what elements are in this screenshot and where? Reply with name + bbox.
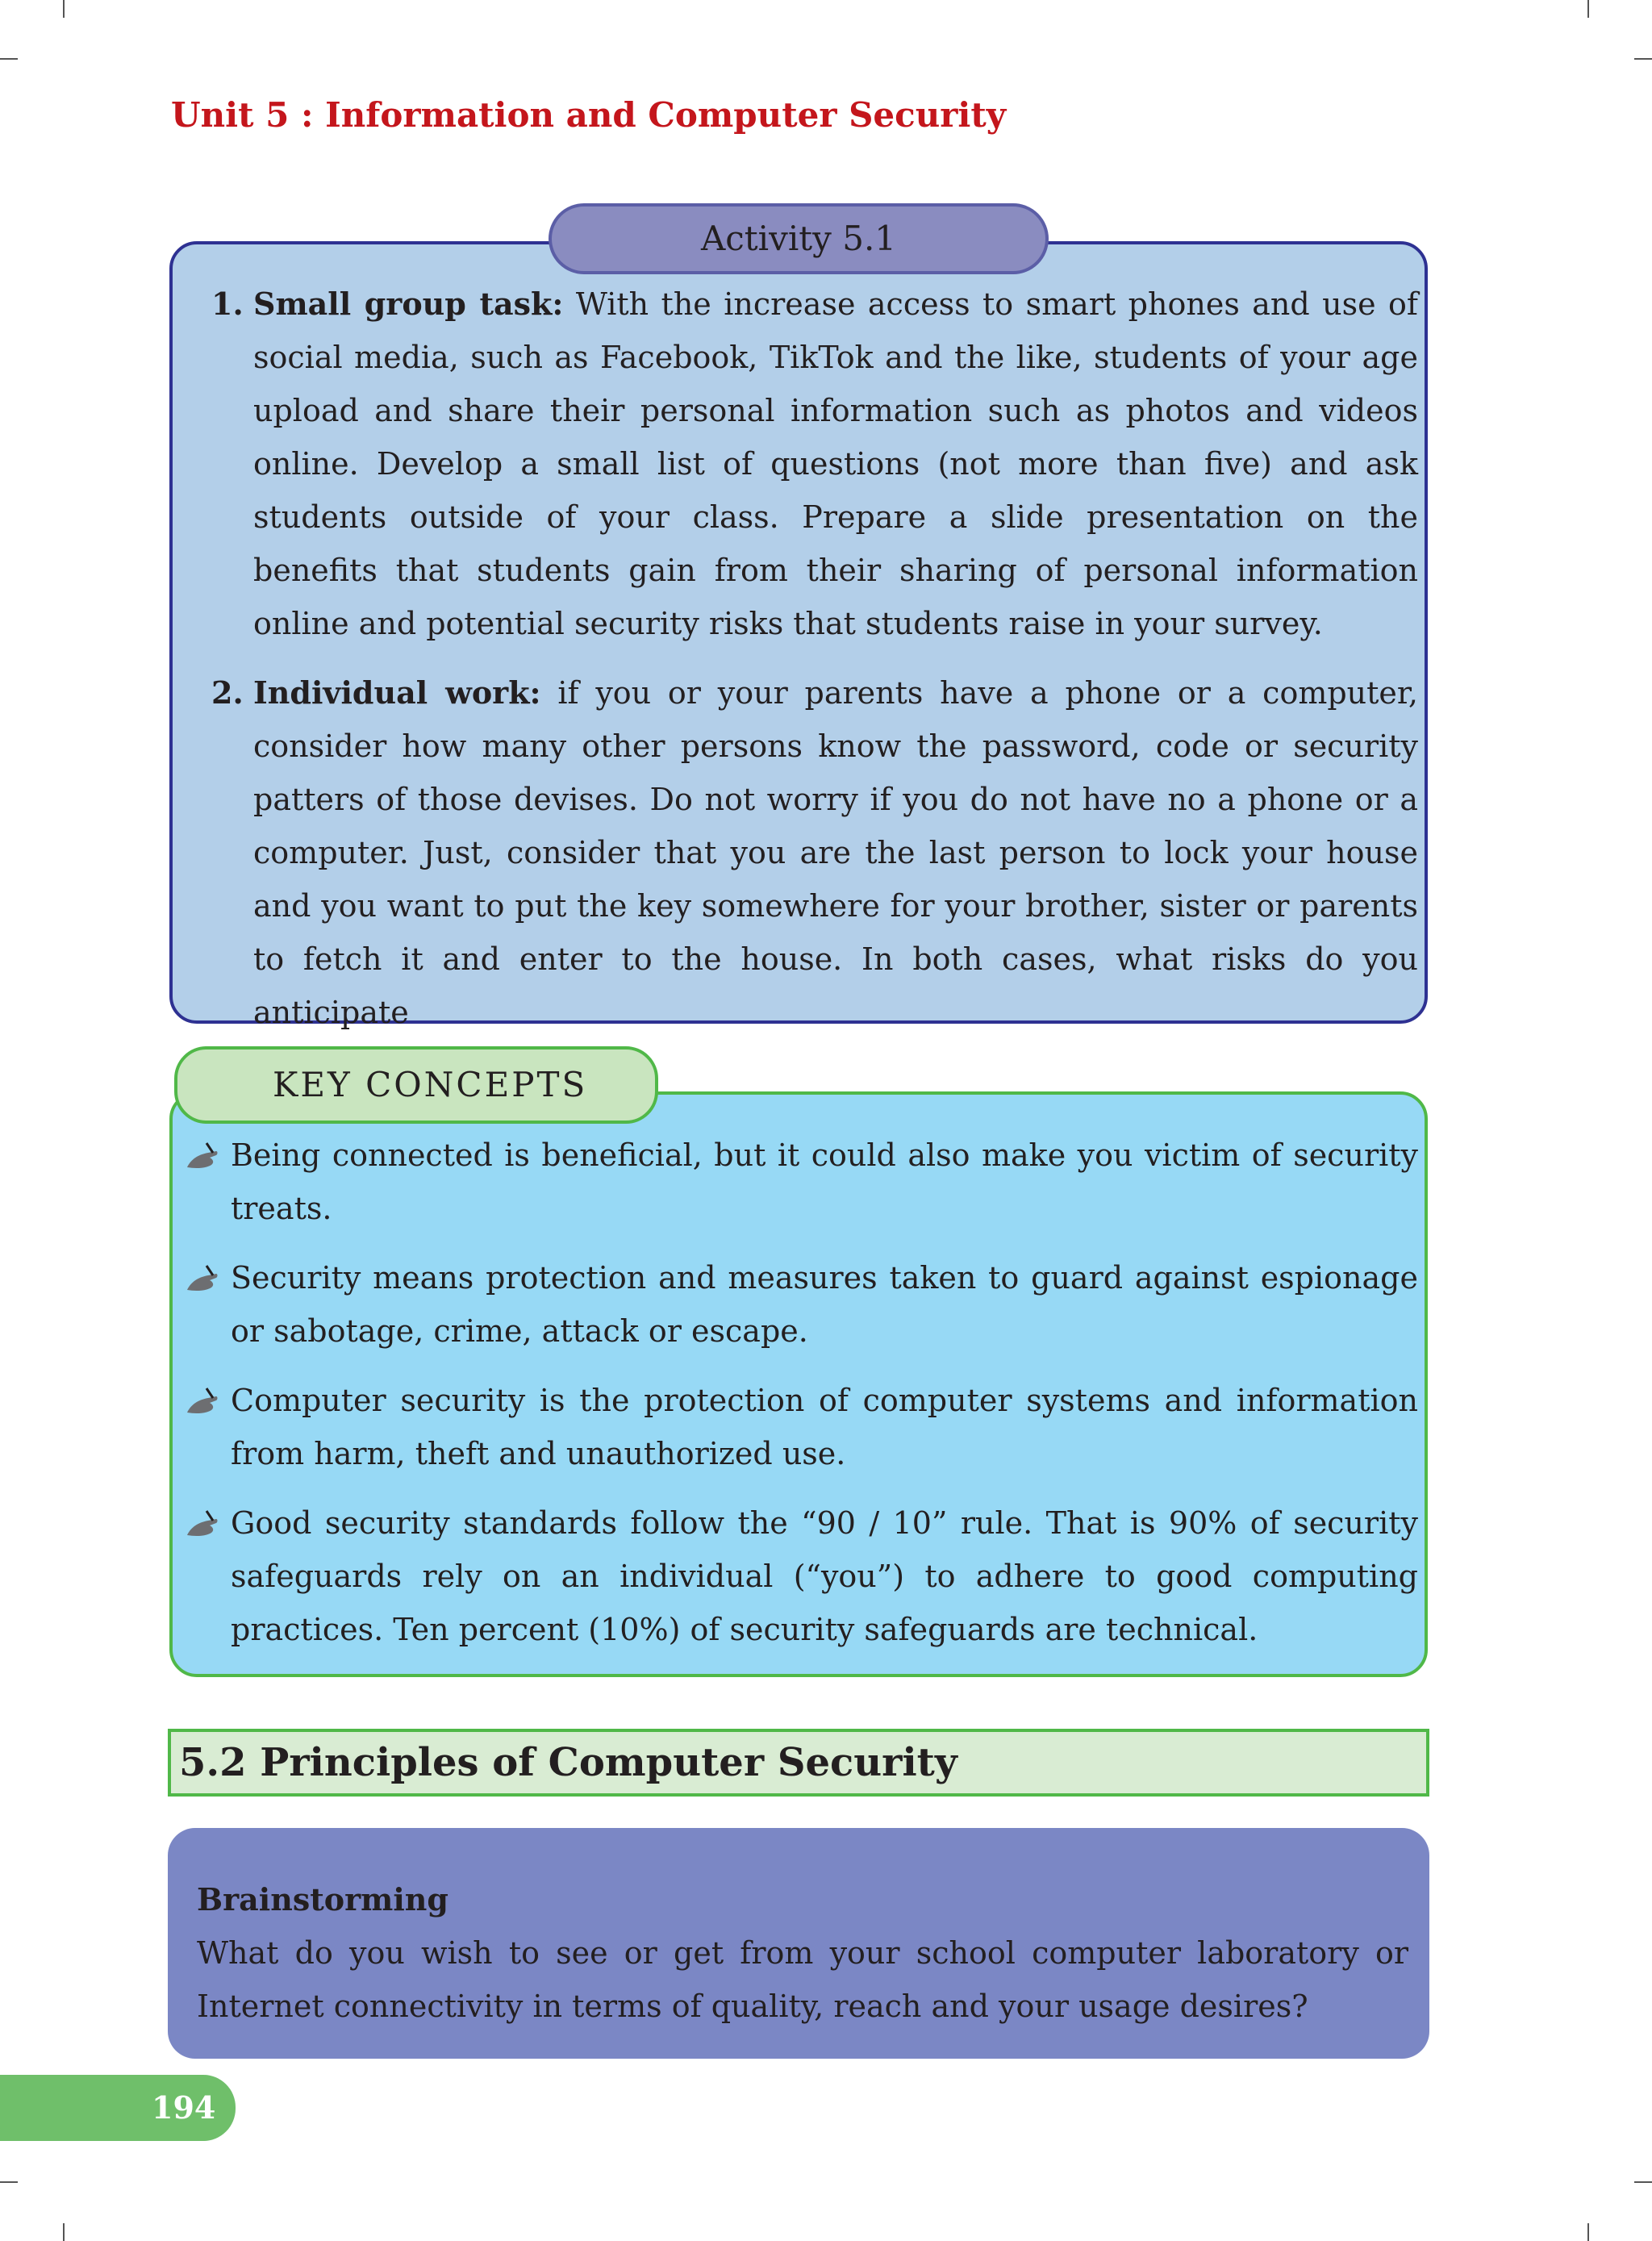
brainstorming-box xyxy=(168,1828,1429,2059)
brainstorming-title: Brainstorming xyxy=(197,1881,448,1918)
key-concept-item xyxy=(182,1129,1418,1235)
key-concept-text: Being connected is beneficial, but it could also make you victim of security treats. xyxy=(231,1137,1418,1226)
crop-mark xyxy=(0,2181,18,2183)
crop-mark xyxy=(1587,0,1589,18)
key-concepts-tab: KEY CONCEPTS xyxy=(174,1046,658,1124)
crop-mark xyxy=(1634,58,1652,60)
writing-hand-icon xyxy=(184,1140,219,1171)
activity-item xyxy=(211,666,1418,1039)
activity-tab: Activity 5.1 xyxy=(549,203,1049,274)
key-concept-item xyxy=(182,1251,1418,1358)
activity-item-lead: Small group task: xyxy=(253,286,564,322)
crop-mark xyxy=(0,58,18,60)
key-concept-item xyxy=(182,1374,1418,1480)
key-concept-text: Security means protection and measures taken to guard against espionage or sabotage, crime, attack or escape. xyxy=(231,1260,1418,1349)
crop-mark xyxy=(1634,2181,1652,2183)
activity-item-text: With the increase access to smart phones and use of social media, such as Facebook, TikTok and the like, students of your age upload and share their personal information such as photos and videos online. Develop a small list of questions (not more than five) and ask students outside of your class. Prepare a slide presentation on the benefits that students gain from their sharing of personal information online and potential security risks that students raise in your survey. xyxy=(253,286,1418,641)
crop-mark xyxy=(63,0,65,18)
section-heading: 5.2 Principles of Computer Security xyxy=(168,1729,1429,1797)
writing-hand-icon xyxy=(184,1262,219,1293)
activity-item-text: if you or your parents have a phone or a computer, consider how many other persons know the password, code or security patters of those devises. Do not worry if you do not have no a phone or a computer. Just, consider that you are the last person to lock your house and you want to put the key somewhere for your brother, sister or parents to fetch it and enter to the house. In both cases, what risks do you anticipate xyxy=(253,675,1418,1030)
activity-item xyxy=(211,278,1418,650)
key-concept-text: Computer security is the protection of computer systems and information from harm, theft and unauthorized use. xyxy=(231,1383,1418,1471)
activity-item-number: 1. xyxy=(211,286,244,322)
writing-hand-icon xyxy=(184,1508,219,1538)
activity-list xyxy=(211,278,1418,1055)
activity-item-lead: Individual work: xyxy=(253,674,541,711)
activity-item-number: 2. xyxy=(211,674,244,711)
key-concepts-list xyxy=(182,1129,1418,1672)
writing-hand-icon xyxy=(184,1385,219,1416)
brainstorming-text: What do you wish to see or get from your school computer laboratory or Internet connectivity in terms of quality, reach and your usage desires? xyxy=(197,1935,1408,2024)
page-number: 194 xyxy=(0,2075,236,2141)
key-concept-item xyxy=(182,1496,1418,1656)
crop-mark xyxy=(1587,2223,1589,2241)
crop-mark xyxy=(63,2223,65,2241)
unit-title: Unit 5 : Information and Computer Security xyxy=(171,95,1007,135)
key-concept-text: Good security standards follow the “90 / 10” rule. That is 90% of security safeguards rely on an individual (“you”) to adhere to good computing practices. Ten percent (10%) of security safeguards are technical. xyxy=(231,1505,1418,1647)
